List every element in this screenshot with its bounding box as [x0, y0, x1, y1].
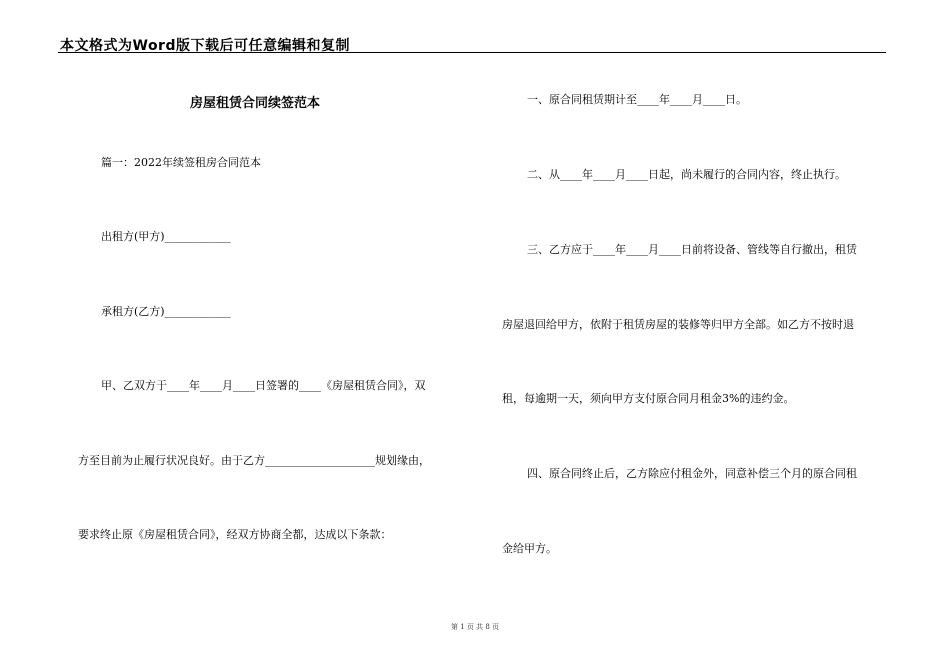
clause-4-continued: 金给甲方。: [502, 542, 557, 555]
clause-2: 二、从____年____月____日起，尚未履行的合同内容，终止执行。: [527, 168, 846, 181]
clause-3: 三、乙方应于____年____月____日前将设备、管线等自行撤出，租赁: [527, 243, 857, 256]
page-number: 第 1 页 共 8 页: [450, 623, 500, 631]
section-heading: 篇一：2022年续签租房合同范本: [101, 156, 261, 169]
body-paragraph-line: 甲、乙双方于____年____月____日签署的____《房屋租赁合同》，双: [101, 379, 426, 392]
header-divider: [58, 52, 886, 53]
clause-3-continued: 租，每逾期一天，须向甲方支付原合同月租金3%的违约金。: [502, 392, 795, 405]
body-paragraph-line: 要求终止原《房屋租赁合同》，经双方协商全都，达成以下条款：: [78, 528, 392, 541]
clause-3-continued: 房屋退回给甲方，依附于租赁房屋的装修等归甲方全部。如乙方不按时退: [502, 318, 854, 331]
lessor-line: 出租方(甲方)____________: [101, 230, 231, 243]
body-paragraph-line: 方至目前为止履行状况良好。由于乙方____________________规划缘由，: [78, 454, 430, 467]
lessee-line: 承租方(乙方)____________: [101, 305, 231, 318]
document-title: 房屋租赁合同续签范本: [190, 96, 321, 111]
clause-4: 四、原合同终止后，乙方除应付租金外，同意补偿三个月的原合同租: [527, 467, 857, 480]
clause-1: 一、原合同租赁期计至____年____月____日。: [527, 93, 747, 106]
document-banner: 本文格式为Word版下载后可任意编辑和复制: [60, 38, 350, 54]
